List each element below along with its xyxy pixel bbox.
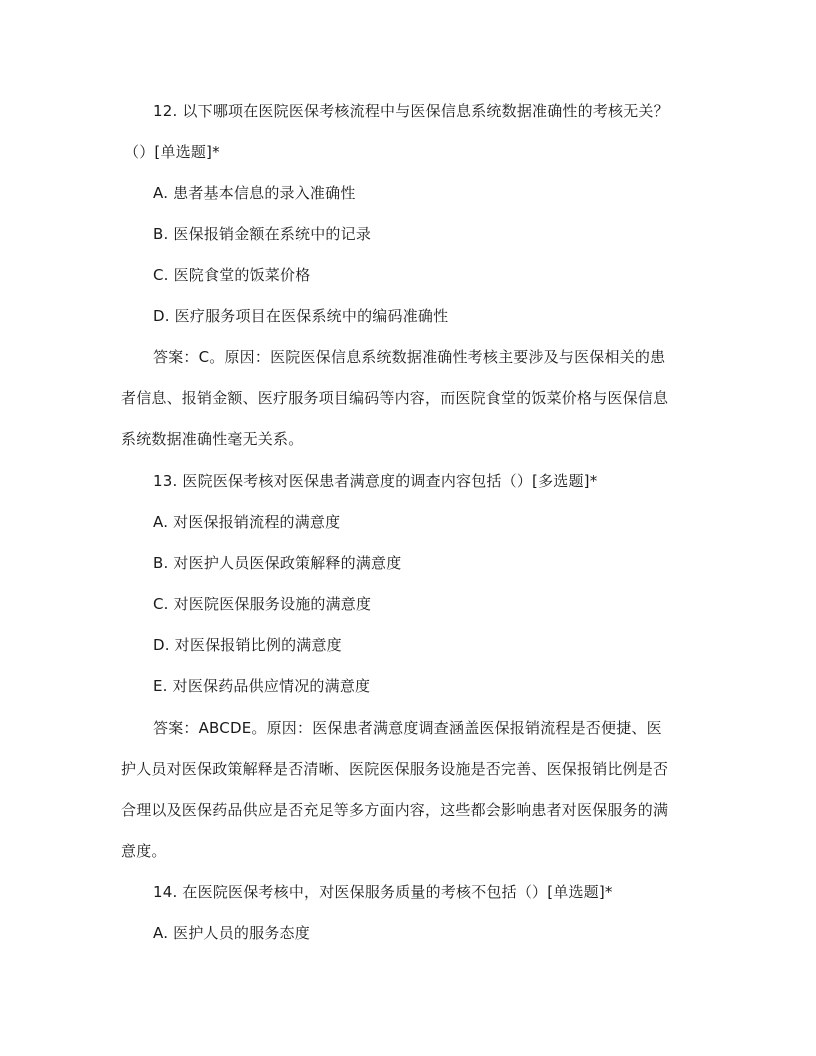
question-12-option-c: C. 医院食堂的饭菜价格 (153, 266, 311, 284)
question-13-answer-line-1: 答案：ABCDE。原因：医保患者满意度调查涵盖医保报销流程是否便捷、医 (153, 719, 662, 737)
question-12-option-a: A. 患者基本信息的录入准确性 (153, 184, 356, 202)
question-13-option-b: B. 对医护人员医保政策解释的满意度 (153, 554, 402, 572)
question-13-answer-line-3: 合理以及医保药品供应是否充足等多方面内容，这些都会影响患者对医保服务的满 (121, 801, 669, 819)
question-12-stem: 12. 以下哪项在医院医保考核流程中与医保信息系统数据准确性的考核无关？ (153, 102, 669, 120)
question-12-option-b: B. 医保报销金额在系统中的记录 (153, 225, 372, 243)
question-14-stem: 14. 在医院医保考核中，对医保服务质量的考核不包括（）[单选题]* (153, 883, 613, 901)
question-12-option-d: D. 医疗服务项目在医保系统中的编码准确性 (153, 307, 449, 325)
question-13-option-e: E. 对医保药品供应情况的满意度 (153, 677, 371, 695)
question-12-answer-line-1: 答案：C。原因：医院医保信息系统数据准确性考核主要涉及与医保相关的患 (153, 348, 666, 366)
question-13-option-d: D. 对医保报销比例的满意度 (153, 636, 342, 654)
question-14-option-a: A. 医护人员的服务态度 (153, 924, 310, 942)
question-13-option-c: C. 对医院医保服务设施的满意度 (153, 595, 372, 613)
question-12-answer-line-2: 者信息、报销金额、医疗服务项目编码等内容，而医院食堂的饭菜价格与医保信息 (121, 389, 669, 407)
question-12-type: （）[单选题]* (124, 143, 220, 161)
question-12-answer-line-3: 系统数据准确性毫无关系。 (121, 430, 304, 448)
question-13-answer-line-4: 意度。 (121, 842, 167, 860)
question-13-answer-line-2: 护人员对医保政策解释是否清晰、医院医保服务设施是否完善、医保报销比例是否 (121, 760, 669, 778)
question-13-stem: 13. 医院医保考核对医保患者满意度的调查内容包括（）[多选题]* (153, 472, 598, 490)
question-13-option-a: A. 对医保报销流程的满意度 (153, 513, 341, 531)
